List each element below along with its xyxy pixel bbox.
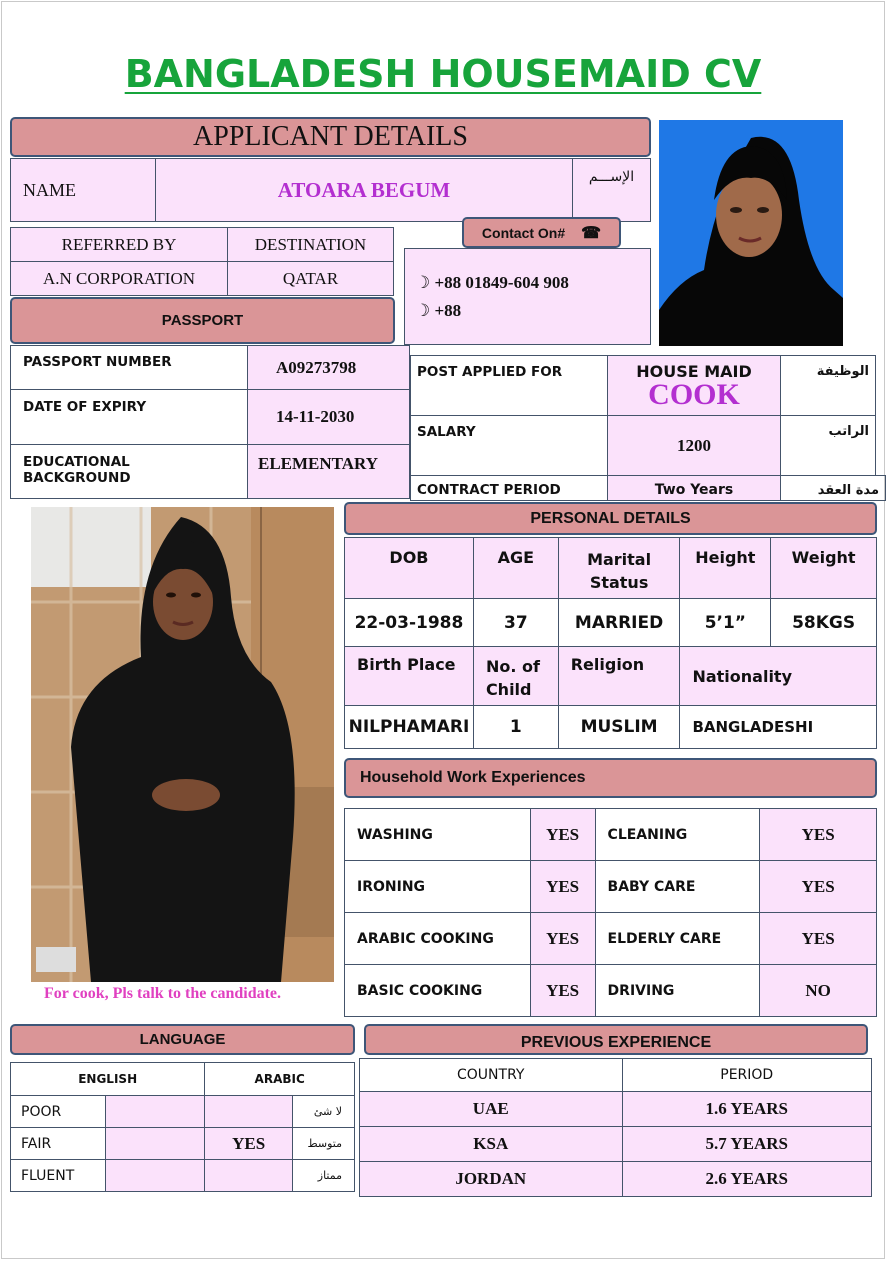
work-value: YES: [530, 913, 595, 965]
marital-label: Marital Status: [558, 538, 680, 599]
passport-number-label: PASSPORT NUMBER: [23, 354, 172, 370]
personal-details-table: [344, 537, 877, 749]
arabic-column-header: ARABIC: [205, 1063, 355, 1096]
arabic-level-label: ممتاز: [293, 1160, 355, 1192]
name-arabic-cell: [572, 158, 651, 222]
salary-arabic-cell: [780, 415, 876, 476]
referred-by-value: A.N CORPORATION: [10, 261, 228, 296]
work-row: [345, 913, 877, 965]
dob-label: DOB: [345, 538, 474, 599]
experience-row: [360, 1127, 872, 1162]
work-skill: BABY CARE: [595, 861, 760, 913]
age-label: AGE: [473, 538, 558, 599]
height-value: 5’1”: [680, 599, 771, 647]
expiry-label: DATE OF EXPIRY: [23, 399, 147, 415]
age-value: 37: [473, 599, 558, 647]
contact-label: Contact On#: [481, 224, 566, 241]
experience-country: KSA: [360, 1127, 623, 1162]
arabic-value: [205, 1096, 293, 1128]
work-row: [345, 861, 877, 913]
experience-row: [360, 1092, 872, 1127]
post-arabic-cell: [780, 355, 876, 416]
english-value: [105, 1128, 205, 1160]
page-title: BANGLADESH HOUSEMAID CV: [124, 52, 762, 96]
birthplace-value: NILPHAMARI: [345, 706, 474, 749]
salary-arabic-label: الراتب: [828, 424, 869, 439]
salary-value: 1200: [677, 435, 711, 455]
work-value: YES: [760, 861, 877, 913]
work-value: YES: [530, 861, 595, 913]
phone-2[interactable]: [415, 301, 461, 321]
weight-label: Weight: [771, 538, 877, 599]
personal-details-header: PERSONAL DETAILS: [344, 502, 877, 535]
work-skill: DRIVING: [595, 965, 760, 1017]
work-table: [344, 808, 877, 1017]
name-arabic-label: الإســـم: [588, 169, 635, 185]
moon-bullet-icon: ☽: [415, 272, 431, 292]
passport-number-cell: [247, 345, 410, 390]
education-cell: [247, 444, 410, 499]
arabic-value: [205, 1160, 293, 1192]
post-arabic-label: الوظيفة: [816, 364, 869, 379]
work-row: [345, 965, 877, 1017]
contract-label: CONTRACT PERIOD: [417, 482, 561, 498]
phone-1[interactable]: [415, 273, 569, 293]
arabic-level-label: متوسط: [293, 1128, 355, 1160]
language-level: POOR: [11, 1096, 106, 1128]
birthplace-label: Birth Place: [345, 647, 474, 706]
religion-value: MUSLIM: [558, 706, 680, 749]
contact-header: [462, 217, 621, 248]
arabic-value: YES: [205, 1128, 293, 1160]
applicant-name: ATOARA BEGUM: [277, 177, 451, 202]
nationality-label: Nationality: [680, 647, 877, 706]
children-value: 1: [473, 706, 558, 749]
contact-box: [404, 248, 651, 345]
english-value: [105, 1096, 205, 1128]
english-value: [105, 1160, 205, 1192]
expiry-cell: [247, 389, 410, 445]
phone-icon: ☎: [581, 224, 602, 242]
country-column-header: COUNTRY: [360, 1059, 623, 1092]
name-label-cell: [10, 158, 156, 222]
experience-country: JORDAN: [360, 1162, 623, 1197]
experience-period: 2.6 YEARS: [622, 1162, 872, 1197]
post-label-cell: [410, 355, 608, 416]
work-skill: WASHING: [345, 809, 531, 861]
dob-value: 22-03-1988: [345, 599, 474, 647]
contract-value-cell: [607, 475, 781, 501]
work-header: Household Work Experiences: [344, 758, 877, 798]
education-label-cell: [10, 444, 248, 499]
work-value: YES: [530, 809, 595, 861]
phone-2-number: +88: [434, 300, 462, 320]
passport-number-label-cell: [10, 345, 248, 390]
phone-1-number: +88 01849-604 908: [434, 272, 569, 292]
post-value-line1: HOUSE MAID: [636, 362, 752, 381]
work-skill: IRONING: [345, 861, 531, 913]
expiry-date: 14-11-2030: [276, 407, 355, 426]
work-value: YES: [530, 965, 595, 1017]
salary-value-cell: [607, 415, 781, 476]
photo-caption: For cook, Pls talk to the candidate.: [44, 985, 282, 1002]
post-label: POST APPLIED FOR: [417, 364, 563, 380]
english-column-header: ENGLISH: [11, 1063, 205, 1096]
profile-photo: [659, 120, 843, 346]
experience-period: 1.6 YEARS: [622, 1092, 872, 1127]
work-skill: CLEANING: [595, 809, 760, 861]
contract-arabic-label: مدة العقد: [817, 483, 879, 498]
experience-country: UAE: [360, 1092, 623, 1127]
children-label: No. of Child: [473, 647, 558, 706]
name-label: NAME: [23, 179, 76, 200]
work-skill: BASIC COOKING: [345, 965, 531, 1017]
full-body-photo: [31, 507, 334, 982]
language-table: [10, 1062, 355, 1192]
marital-value: MARRIED: [558, 599, 680, 647]
education-label: EDUCATIONAL BACKGROUND: [23, 454, 131, 486]
expiry-label-cell: [10, 389, 248, 445]
height-label: Height: [680, 538, 771, 599]
destination-label: DESTINATION: [227, 227, 394, 262]
destination-value: QATAR: [227, 261, 394, 296]
language-row: [11, 1128, 355, 1160]
language-level: FAIR: [11, 1128, 106, 1160]
period-column-header: PERIOD: [622, 1059, 872, 1092]
work-row: [345, 809, 877, 861]
referred-by-label: REFERRED BY: [10, 227, 228, 262]
arabic-level-label: لا شئ: [293, 1096, 355, 1128]
work-skill: ELDERLY CARE: [595, 913, 760, 965]
work-value: NO: [760, 965, 877, 1017]
applicant-details-header: APPLICANT DETAILS: [10, 117, 651, 157]
work-skill: ARABIC COOKING: [345, 913, 531, 965]
religion-label: Religion: [558, 647, 680, 706]
previous-experience-header: PREVIOUS EXPERIENCE: [364, 1024, 868, 1055]
name-value-cell: [155, 158, 573, 222]
salary-label-cell: [410, 415, 608, 476]
language-header: LANGUAGE: [10, 1024, 355, 1055]
language-row: [11, 1160, 355, 1192]
salary-label: SALARY: [417, 424, 476, 440]
contract-arabic-cell: [780, 475, 886, 501]
passport-number: A09273798: [276, 357, 357, 377]
passport-header: PASSPORT: [10, 297, 395, 344]
education-value: ELEMENTARY: [258, 454, 378, 473]
weight-value: 58KGS: [771, 599, 877, 647]
moon-bullet-icon: ☽: [415, 300, 431, 320]
language-row: [11, 1096, 355, 1128]
post-value-line2: COOK: [648, 378, 740, 411]
contract-value: Two Years: [654, 482, 734, 498]
previous-experience-table: [359, 1058, 872, 1197]
post-value-cell: [607, 355, 781, 416]
language-level: FLUENT: [11, 1160, 106, 1192]
nationality-value: BANGLADESHI: [680, 706, 877, 749]
contract-label-cell: [410, 475, 608, 501]
work-value: YES: [760, 809, 877, 861]
experience-period: 5.7 YEARS: [622, 1127, 872, 1162]
experience-row: [360, 1162, 872, 1197]
work-value: YES: [760, 913, 877, 965]
